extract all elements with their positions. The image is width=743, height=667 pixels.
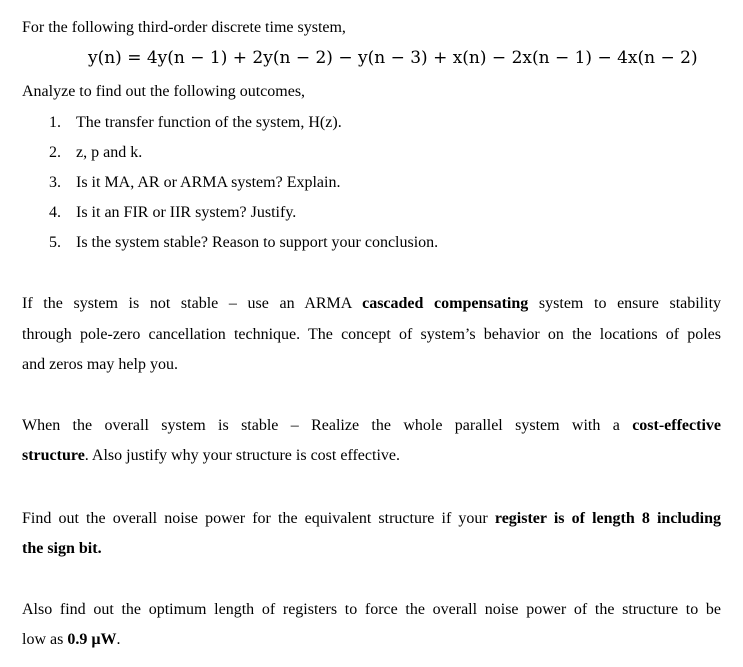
difference-equation: [88, 48, 698, 68]
p1-line3: and zeros may help you.: [22, 356, 178, 373]
analyze-text: [22, 82, 305, 102]
p2-c-bold: structure: [22, 447, 85, 464]
list-number: 3.: [49, 174, 61, 191]
p4-a: Also find out the optimum length of registers to force the overall noise power of the structure to be: [22, 601, 721, 618]
list-number: 4.: [49, 204, 61, 221]
list-number: 1.: [49, 114, 61, 131]
list-item: [49, 143, 142, 163]
p3-a: Find out the overall noise power for the equivalent structure if your: [22, 510, 488, 527]
p1-line2: through pole-zero cancellation technique. The concept of system’s behavior on the locations of poles: [22, 326, 721, 343]
p1-a: If the system is not stable – use an ARMA: [22, 295, 352, 312]
p2-a: When the overall system is stable – Realize the whole parallel system with a: [22, 417, 620, 434]
intro-label: For the following third-order discrete time system,: [22, 19, 346, 36]
list-text: Is the system stable? Reason to support your conclusion.: [76, 234, 439, 251]
list-item: [49, 203, 296, 223]
p3-c-bold: the sign bit.: [22, 540, 102, 557]
p3-b-bold: register is of length 8 including: [494, 510, 722, 527]
paragraph-noise-line1: [22, 509, 721, 529]
paragraph-compensation-line3: [22, 355, 178, 375]
list-number: 2.: [49, 144, 61, 161]
list-text: The transfer function of the system, H(z).: [76, 114, 342, 131]
paragraph-optimum-line2: [22, 630, 121, 650]
list-item: [49, 233, 438, 253]
list-item: [49, 113, 342, 133]
p4-d: .: [116, 631, 121, 648]
paragraph-optimum-line1: [22, 600, 721, 620]
p4-c-bold: 0.9 µW: [67, 631, 117, 648]
analyze-label: Analyze to find out the following outcomes,: [22, 83, 306, 100]
list-text: z, p and k.: [76, 144, 143, 161]
p2-b-bold: cost-effective: [632, 417, 722, 434]
p1-c: system to ensure stability: [538, 295, 722, 312]
paragraph-compensation-line1: [22, 294, 721, 314]
intro-text: [22, 18, 346, 38]
list-text: Is it MA, AR or ARMA system? Explain.: [76, 174, 341, 191]
list-number: 5.: [49, 234, 61, 251]
paragraph-compensation-line2: [22, 325, 721, 345]
p1-b-bold: cascaded compensating: [362, 295, 529, 312]
paragraph-structure-line2: [22, 446, 400, 466]
list-item: [49, 173, 340, 193]
paragraph-noise-line2: [22, 539, 102, 559]
p2-d: . Also justify why your structure is cost effective.: [84, 447, 400, 464]
equation-text: y(n) = 4y(n − 1) + 2y(n − 2) − y(n − 3) + x(n) − 2x(n − 1) − 4x(n − 2): [88, 48, 698, 68]
p4-b: low as: [22, 631, 64, 648]
list-text: Is it an FIR or IIR system? Justify.: [76, 204, 297, 221]
paragraph-structure-line1: [22, 416, 721, 436]
